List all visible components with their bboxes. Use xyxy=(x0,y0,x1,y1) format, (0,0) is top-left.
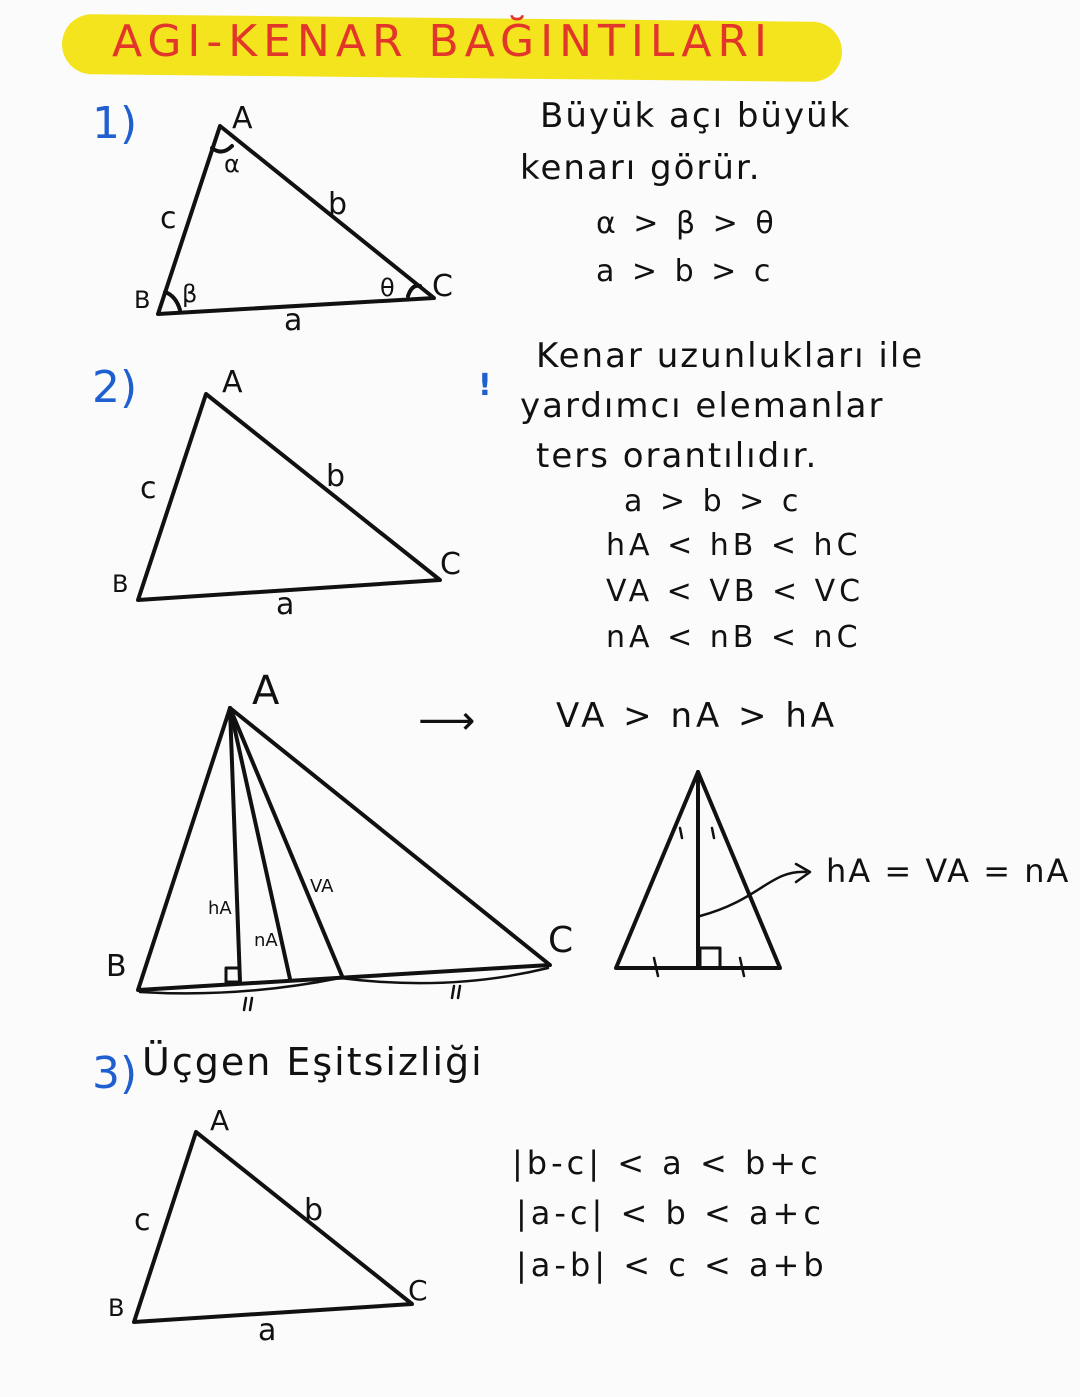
t3-side-b: b xyxy=(304,1193,324,1228)
triangle-inequality-c: |a-b| < c < a+b xyxy=(516,1246,828,1284)
angle-beta-arc xyxy=(165,292,180,310)
isosceles-pointer xyxy=(700,872,806,916)
median-VA xyxy=(230,708,342,976)
t1-vertex-B: B xyxy=(134,286,151,314)
t1-vertex-C: C xyxy=(432,269,453,304)
rule-line-1: Büyük açı büyük xyxy=(540,96,852,136)
t1-angle-theta: θ xyxy=(380,274,395,302)
t2-side-a: a xyxy=(276,587,295,622)
t1-side-b: b xyxy=(328,187,348,222)
t2-vertex-A: A xyxy=(222,365,243,400)
t2b-vertex-B: B xyxy=(106,949,127,984)
t2-side-c: c xyxy=(140,471,157,506)
t1-vertex-A: A xyxy=(232,101,253,136)
t3-side-c: c xyxy=(134,1203,151,1238)
t2b-label-hA: hA xyxy=(208,898,232,919)
isosceles-equality: hA = VA = nA xyxy=(826,852,1071,890)
t2b-label-nA: nA xyxy=(254,930,278,951)
triangle-big xyxy=(138,708,550,990)
isosceles-right-angle xyxy=(700,948,720,968)
t2b-vertex-A: A xyxy=(252,668,280,714)
t1-angle-alpha: α xyxy=(224,150,240,178)
section-3-heading: Üçgen Eşitsizliği xyxy=(142,1040,484,1084)
t2-vertex-C: C xyxy=(440,547,461,582)
angle-inequality: α > β > θ xyxy=(596,206,778,241)
triangle-2 xyxy=(138,394,440,600)
t1-side-c: c xyxy=(160,201,177,236)
sides-inequality-2: a > b > c xyxy=(624,484,803,519)
auxiliary-inequality: VA > nA > hA xyxy=(556,696,839,736)
heights-inequality: hA < hB < hC xyxy=(606,528,862,563)
t2b-vertex-C: C xyxy=(548,920,574,961)
angle-theta-arc xyxy=(408,286,420,296)
t3-side-a: a xyxy=(258,1313,277,1348)
t3-vertex-C: C xyxy=(408,1274,428,1307)
t3-vertex-A: A xyxy=(210,1104,230,1137)
note-line-3: ters orantılıdır. xyxy=(536,436,819,476)
base-brace xyxy=(140,968,548,993)
t2b-label-VA: VA xyxy=(310,876,334,897)
note-line-2: yardımcı elemanlar xyxy=(520,386,885,426)
t1-angle-beta: β xyxy=(182,280,198,308)
triangle-inequality-b: |a-c| < b < a+c xyxy=(516,1194,825,1232)
t3-vertex-B: B xyxy=(108,1294,125,1322)
note-line-1: Kenar uzunlukları ile xyxy=(536,336,925,376)
t2-vertex-B: B xyxy=(112,570,129,598)
side-inequality: a > b > c xyxy=(596,254,775,289)
arrow-symbol: ⟶ xyxy=(418,698,476,744)
triangle-inequality-a: |b-c| < a < b+c xyxy=(512,1144,822,1182)
t1-side-a: a xyxy=(284,303,303,338)
t2-side-b: b xyxy=(326,459,346,494)
rule-line-2: kenarı görür. xyxy=(520,148,762,188)
section-1-number: 1) xyxy=(92,98,138,149)
section-2-number: 2) xyxy=(92,362,138,413)
section-3-number: 3) xyxy=(92,1048,138,1099)
warning-mark: ! xyxy=(478,368,492,403)
medians-inequality: VA < VB < VC xyxy=(606,574,865,609)
triangle-3 xyxy=(134,1132,412,1322)
bisectors-inequality: nA < nB < nC xyxy=(606,620,862,655)
page-title: AGI-KENAR BAĞINTILARI xyxy=(112,16,774,67)
